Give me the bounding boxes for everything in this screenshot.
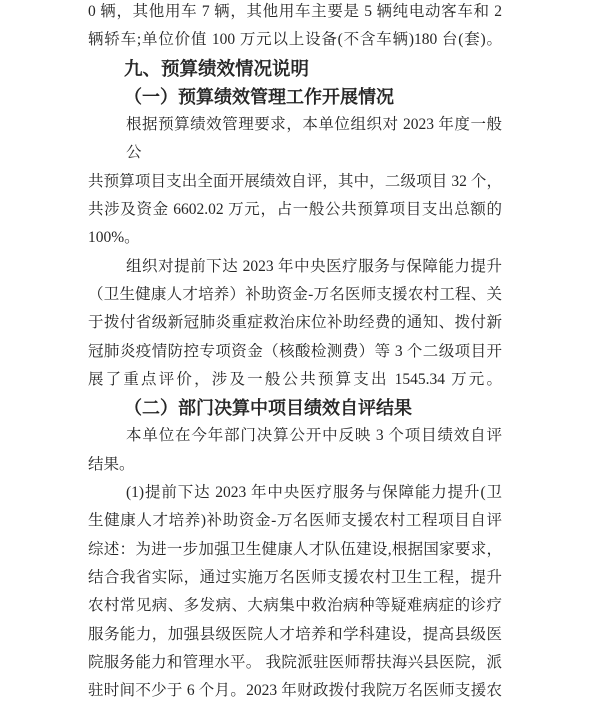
page-body-text xyxy=(88,0,502,705)
body-line-results-2: 结果。 xyxy=(88,455,135,473)
heading-performance-management: （一）预算绩效管理工作开展情况 xyxy=(124,86,394,107)
body-line-project1-1: (1)提前下达 2023 年中央医疗服务与保障能力提升(卫 xyxy=(126,484,502,502)
body-line-key-review-4: 冠肺炎疫情防控专项资金（核酸检测费）等 3 个二级项目开 xyxy=(88,342,502,360)
body-line-project1-5: 农村常见病、多发病、大病集中救治病种等疑难病症的诊疗 xyxy=(88,597,502,615)
heading-self-evaluation-results: （二）部门决算中项目绩效自评结果 xyxy=(124,398,412,419)
body-line-project1-8: 驻时间不少于 6 个月。2023 年财政拨付我院万名医师支援农 xyxy=(88,682,502,700)
body-line-project1-7: 院服务能力和管理水平。 我院派驻医师帮扶海兴县医院，派 xyxy=(88,653,502,671)
heading-budget-performance: 九、预算绩效情况说明 xyxy=(124,57,310,79)
body-line-key-review-3: 于拨付省级新冠肺炎重症救治床位补助经费的通知、拨付新 xyxy=(88,314,502,332)
body-line-results-1: 本单位在今年部门决算公开中反映 3 个项目绩效自评 xyxy=(126,427,502,445)
body-line-vehicles-1: 0 辆，其他用车 7 辆，其他用车主要是 5 辆纯电动客车和 2 xyxy=(88,3,502,20)
body-line-key-review-5: 展了重点评价，涉及一般公共预算支出 1545.34 万元。 xyxy=(88,370,502,388)
body-line-key-review-2: （卫生健康人才培养）补助资金-万名医师支援农村工程、关 xyxy=(88,285,502,303)
body-line-project1-6: 服务能力，加强县级医院人才培养和学科建设，提高县级医 xyxy=(88,625,502,643)
body-line-self-eval-2: 共预算项目支出全面开展绩效自评，其中，二级项目 32 个， xyxy=(88,172,502,190)
body-line-self-eval-3: 共涉及资金 6602.02 万元，占一般公共预算项目支出总额的 xyxy=(88,201,502,219)
body-line-self-eval-4: 100%。 xyxy=(88,229,140,247)
body-line-project1-4: 结合我省实际，通过实施万名医师支援农村卫生工程，提升 xyxy=(88,568,502,586)
body-line-self-eval-1: 根据预算绩效管理要求，本单位组织对 2023 年度一般公 xyxy=(126,116,502,162)
body-line-project1-3: 综述：为进一步加强卫生健康人才队伍建设,根据国家要求， xyxy=(88,540,502,558)
body-line-vehicles-2: 辆轿车;单位价值 100 万元以上设备(不含车辆)180 台(套)。 xyxy=(88,31,502,49)
body-line-key-review-1: 组织对提前下达 2023 年中央医疗服务与保障能力提升 xyxy=(126,257,502,275)
body-line-project1-2: 生健康人才培养)补助资金-万名医师支援农村工程项目自评 xyxy=(88,512,502,530)
